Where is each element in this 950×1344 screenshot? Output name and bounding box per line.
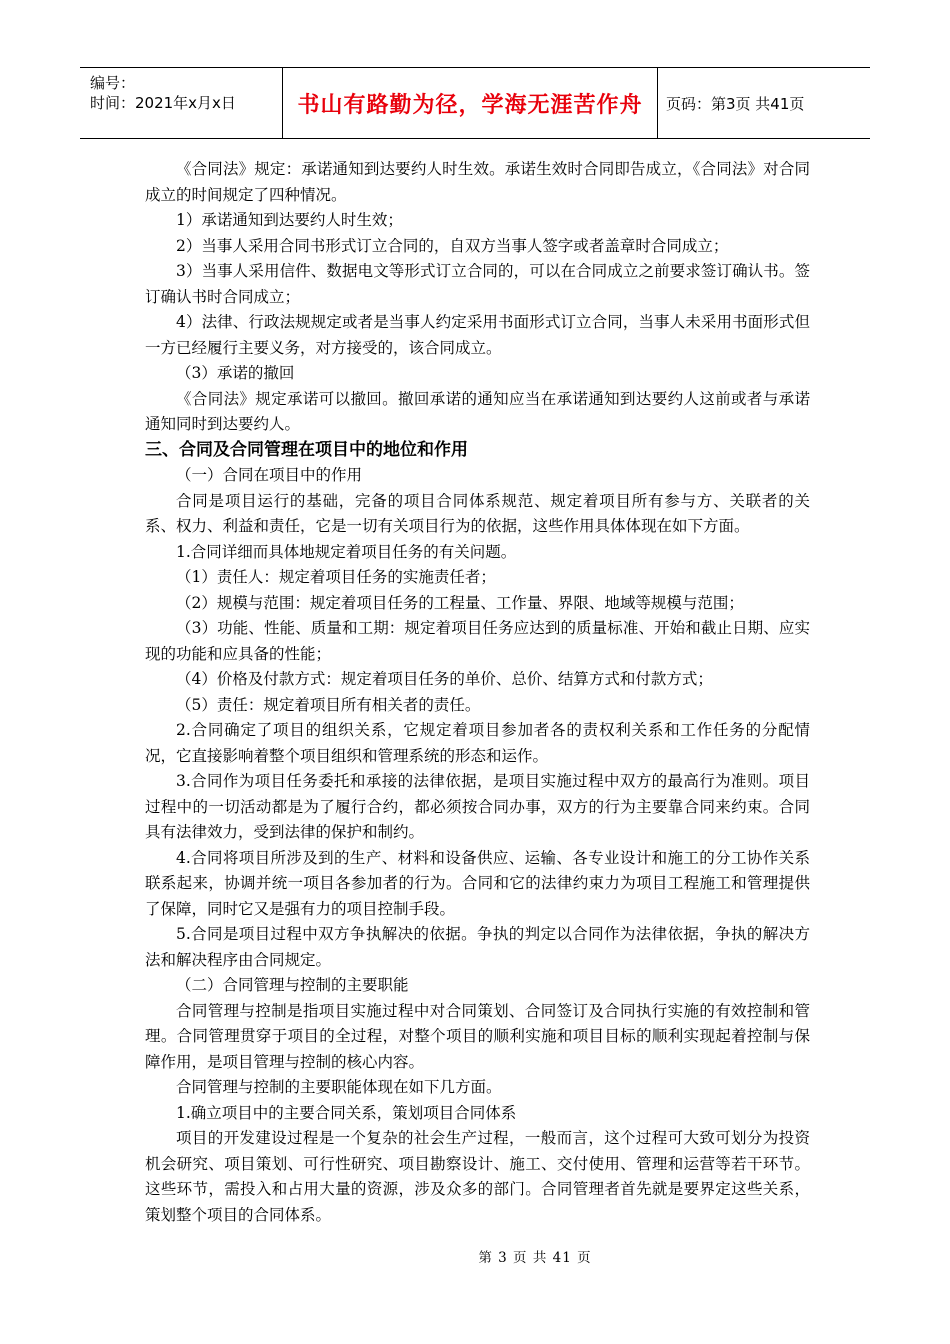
paragraph: 2.合同确定了项目的组织关系，它规定着项目参加者各的责权利关系和工作任务的分配情况，它直接影响着整个项目组织和管理系统的形态和运作。 xyxy=(145,721,810,765)
document-date-label: 时间：2021年x月x日 xyxy=(90,94,236,112)
section-heading: 三、合同及合同管理在项目中的地位和作用 xyxy=(145,439,468,460)
paragraph: （4）价格及付款方式：规定着项目任务的单价、总价、结算方式和付款方式； xyxy=(176,670,713,688)
paragraph: 5.合同是项目过程中双方争执解决的依据。争执的判定以合同作为法律依据，争执的解决方法和解决程序由合同规定。 xyxy=(145,925,810,969)
document-number-label: 编号： xyxy=(90,74,136,92)
paragraph: 合同是项目运行的基础，完备的项目合同体系规范、规定着项目所有参与方、关联者的关系、权力、利益和责任，它是一切有关项目行为的依据，这些作用具体体现在如下方面。 xyxy=(145,491,810,535)
paragraph: 项目的开发建设过程是一个复杂的社会生产过程，一般而言，这个过程可大致可划分为投资机会研究、项目策划、可行性研究、项目勘察设计、施工、交付使用、管理和运营等若干环节。这些环节，需投入和占用大量的资源，涉及众多的部门。合同管理者首先就是要界定这些关系，策划整个项目的合同体系。 xyxy=(145,1129,810,1224)
header-page-code: 页码：第3页 共41页 xyxy=(666,94,805,113)
paragraph: 4.合同将项目所涉及到的生产、材料和设备供应、运输、各专业设计和施工的分工协作关系联系起来，协调并统一项目各参加者的行为。合同和它的法律约束力为项目工程施工和管理提供了保障，同时它又是强有力的项目控制手段。 xyxy=(145,848,810,918)
header-page-cell xyxy=(658,68,870,138)
paragraph: 合同管理与控制的主要职能体现在如下几方面。 xyxy=(176,1078,502,1096)
paragraph: 《合同法》规定承诺可以撤回。撤回承诺的通知应当在承诺通知到达要约人这前或者与承诺通知同时到达要约人。 xyxy=(145,389,810,433)
paragraph: 4）法律、行政法规规定或者是当事人约定采用书面形式订立合同，当事人未采用书面形式但一方已经履行主要义务，对方接受的，该合同成立。 xyxy=(145,313,810,357)
paragraph: （3）承诺的撤回 xyxy=(176,364,295,382)
paragraph: 合同管理与控制是指项目实施过程中对合同策划、合同签订及合同执行实施的有效控制和管理。合同管理贯穿于项目的全过程，对整个项目的顺利实施和项目目标的顺利实现起着控制与保障作用，是项目管理与控制的核心内容。 xyxy=(145,1001,810,1071)
header-info-cell xyxy=(80,68,283,138)
paragraph: 1.确立项目中的主要合同关系，策划项目合同体系 xyxy=(176,1103,517,1122)
page-header xyxy=(80,67,870,139)
paragraph: （5）责任：规定着项目所有相关者的责任。 xyxy=(176,695,481,714)
paragraph: （1）责任人：规定着项目任务的实施责任者； xyxy=(176,568,496,586)
document-body xyxy=(145,157,810,1228)
paragraph: 1.合同详细而具体地规定着项目任务的有关问题。 xyxy=(176,542,517,561)
paragraph: 3）当事人采用信件、数据电文等形式订立合同的，可以在合同成立之前要求签订确认书。签订确认书时合同成立； xyxy=(145,262,810,306)
header-motto-cell xyxy=(283,68,658,138)
subsection-heading: （一）合同在项目中的作用 xyxy=(176,466,363,484)
paragraph: （3）功能、性能、质量和工期：规定着项目任务应达到的质量标准、开始和截止日期、应实现的功能和应具备的性能； xyxy=(145,619,810,663)
paragraph: （2）规模与范围：规定着项目任务的工程量、工作量、界限、地域等规模与范围； xyxy=(176,593,744,612)
paragraph: 1）承诺通知到达要约人时生效； xyxy=(176,211,403,229)
paragraph: 3.合同作为项目任务委托和承接的法律依据，是项目实施过程中双方的最高行为准则。项目过程中的一切活动都是为了履行合约，都必须按合同办事，双方的行为主要靠合同来约束。合同具有法律效力，受到法律的保护和制约。 xyxy=(145,772,810,841)
paragraph: 《合同法》规定：承诺通知到达要约人时生效。承诺生效时合同即告成立，《合同法》对合同成立的时间规定了四种情况。 xyxy=(145,160,810,204)
page-footer: 第 3 页 共 41 页 xyxy=(478,1250,592,1266)
paragraph: 2）当事人采用合同书形式订立合同的，自双方当事人签字或者盖章时合同成立； xyxy=(176,236,729,255)
header-motto: 书山有路勤为径，学海无涯苦作舟 xyxy=(297,92,643,118)
subsection-heading: （二）合同管理与控制的主要职能 xyxy=(176,976,409,994)
